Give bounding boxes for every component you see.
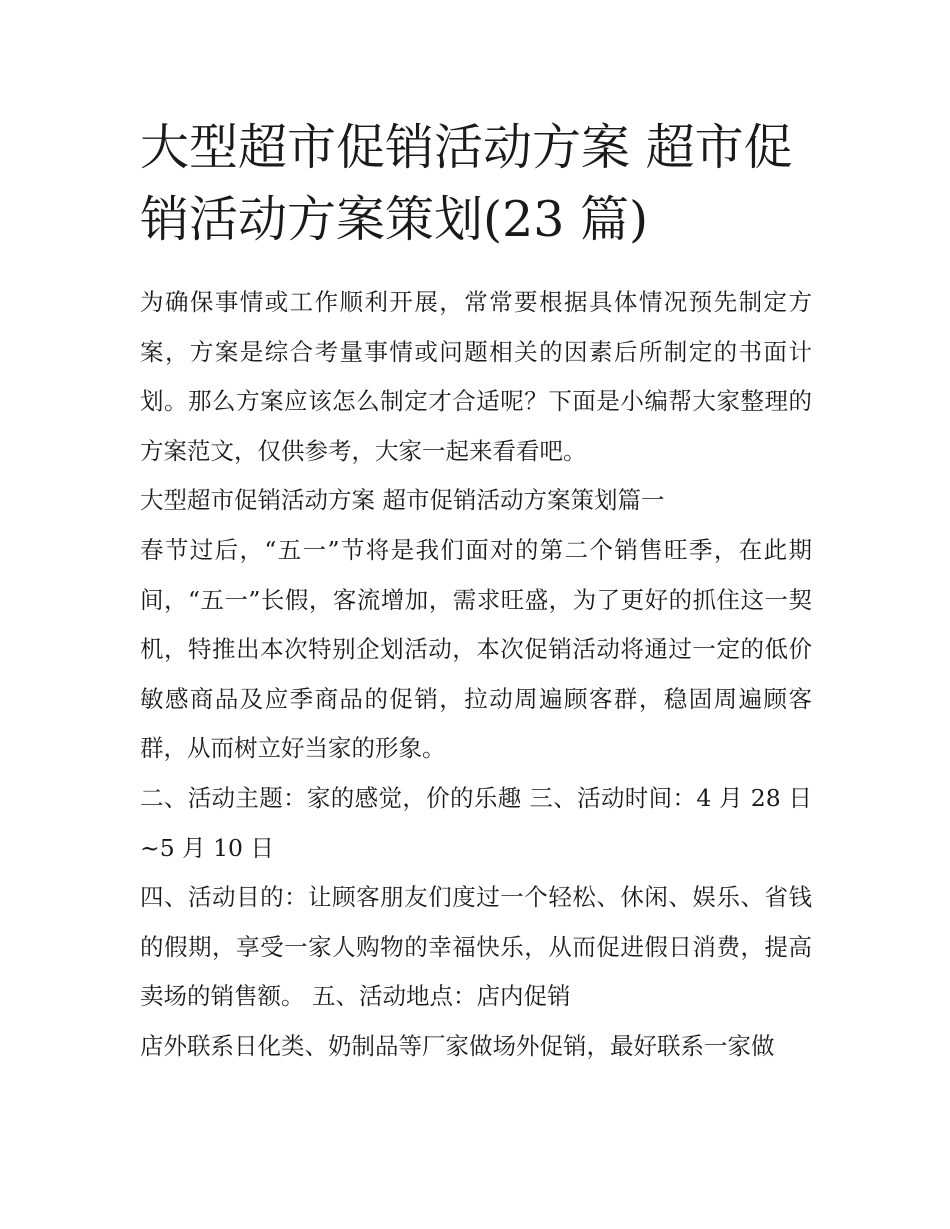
outdoor-promo-paragraph: 店外联系日化类、奶制品等厂家做场外促销，最好联系一家做 bbox=[140, 1031, 775, 1060]
document-page bbox=[140, 112, 812, 1072]
intro-paragraph: 为确保事情或工作顺利开展，常常要根据具体情况预先制定方案，方案是综合考量事情或问题相关的因素后所制定的书面计划。那么方案应该怎么制定才合适呢？下面是小编帮大家整理的方案范文，仅供参考，大家一起来看看吧。 bbox=[140, 288, 812, 465]
goal-location-paragraph: 四、活动目的：让顾客朋友们度过一个轻松、休闲、娱乐、省钱的假期，享受一家人购物的幸福快乐，从而促进假日消费，提高卖场的销售额。 五、活动地点：店内促销 bbox=[140, 883, 812, 1011]
document-title: 大型超市促销活动方案 超市促销活动方案策划(23 篇) bbox=[140, 119, 793, 248]
section-heading: 大型超市促销活动方案 超市促销活动方案策划篇一 bbox=[140, 486, 665, 515]
theme-time-paragraph: 二、活动主题：家的感觉，价的乐趣 三、活动时间：4 月 28 日~5 月 10 日 bbox=[140, 783, 812, 862]
body-paragraph: 春节过后，“五一”节将是我们面对的第二个销售旺季，在此期间，“五一”长假，客流增加，需求旺盛，为了更好的抓住这一契机，特推出本次特别企划活动，本次促销活动将通过一定的低价敏感商品及应季商品的促销，拉动周遍顾客群，稳固周遍顾客群，从而树立好当家的形象。 bbox=[140, 535, 812, 763]
